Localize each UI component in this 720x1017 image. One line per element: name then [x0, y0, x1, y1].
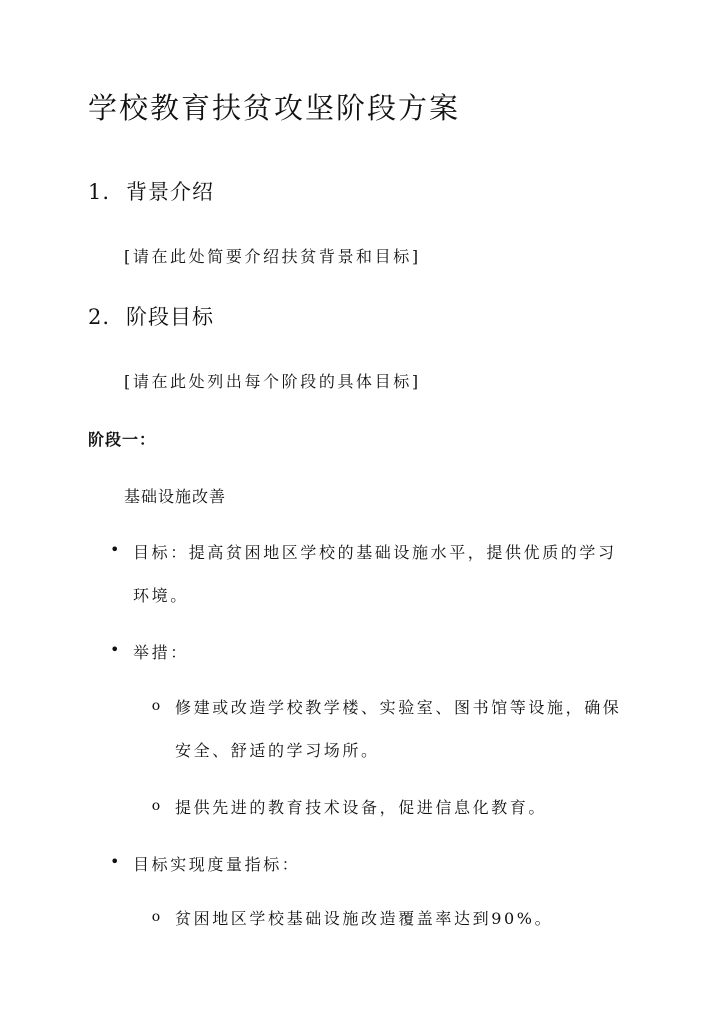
metric1-text: 贫困地区学校基础设施改造覆盖率达到90%。	[175, 909, 554, 928]
bullet-marker: •	[110, 852, 120, 871]
document-title: 学校教育扶贫攻坚阶段方案	[88, 91, 461, 125]
section-number: 2.	[88, 305, 111, 329]
bullet-marker: •	[110, 540, 120, 559]
section-heading-background	[88, 176, 214, 206]
stage-label: 阶段一：	[88, 430, 157, 449]
measure1-line2: 安全、舒适的学习场所。	[175, 741, 380, 760]
measure1-line1: 修建或改造学校教学楼、实验室、图书馆等设施，确保	[175, 698, 622, 717]
section-title: 阶段目标	[126, 305, 214, 329]
bullet-marker: •	[110, 640, 120, 659]
sub-bullet-marker: o	[151, 909, 161, 925]
goal-text-line2: 环境。	[133, 586, 189, 605]
section-number: 1.	[88, 180, 111, 204]
measures-label: 举措：	[133, 643, 189, 662]
goals-placeholder-text: [请在此处列出每个阶段的具体目标]	[124, 372, 421, 391]
background-placeholder-text: [请在此处简要介绍扶贫背景和目标]	[124, 247, 421, 266]
section-title: 背景介绍	[126, 180, 214, 204]
sub-bullet-marker: o	[151, 798, 161, 814]
measure2-text: 提供先进的教育技术设备，促进信息化教育。	[175, 798, 548, 817]
stage-name: 基础设施改善	[124, 487, 227, 506]
sub-bullet-marker: o	[151, 698, 161, 714]
goal-text-line1: 目标：提高贫困地区学校的基础设施水平，提供优质的学习	[133, 543, 617, 562]
metrics-label: 目标实现度量指标：	[133, 855, 301, 874]
section-heading-goals	[88, 301, 214, 331]
